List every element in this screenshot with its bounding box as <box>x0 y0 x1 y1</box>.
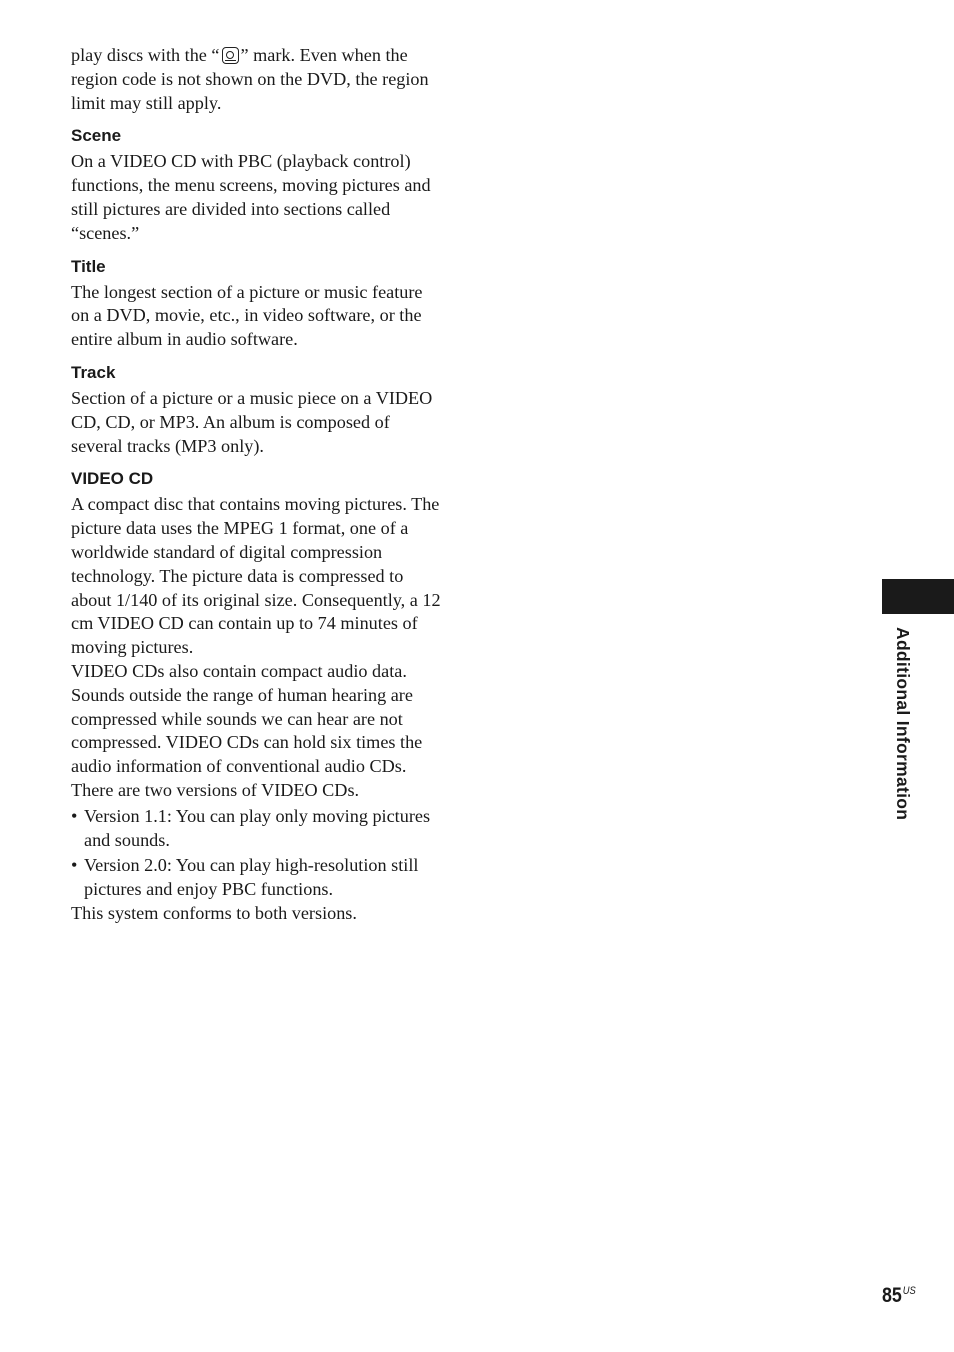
page-number <box>882 1284 916 1308</box>
term-track: Track <box>71 362 116 382</box>
intro-text-start: play discs with the “ <box>71 45 220 65</box>
definition-video-cd-2: VIDEO CDs also contain compact audio data. Sounds outside the range of human hearing are compressed while sounds we can hear are not compressed. VIDEO CDs can hold six times the audio information of conventional audio CDs. <box>71 660 423 777</box>
bullet-item <box>71 805 443 853</box>
glossary-column <box>71 44 443 926</box>
page-number-suffix: US <box>902 1285 916 1297</box>
page-number-value: 85 <box>882 1284 902 1307</box>
closing-paragraph: This system conforms to both versions. <box>71 902 357 923</box>
term-scene: Scene <box>71 126 122 146</box>
definition-scene: On a VIDEO CD with PBC (playback control) functions, the menu screens, moving pictures and still pictures are divided into sections called “scenes.” <box>71 151 431 243</box>
term-title: Title <box>71 256 106 276</box>
definition-title: The longest section of a picture or music feature on a DVD, movie, etc., in video software, or the entire album in audio software. <box>71 281 423 350</box>
region-all-icon <box>222 47 239 64</box>
definition-video-cd-1: A compact disc that contains moving pictures. The picture data uses the MPEG 1 format, one of a worldwide standard of digital compression technology. The picture data is compressed to about 1/140 of its original size. Consequently, a 12 cm VIDEO CD can contain up to 74 minutes of moving pictures. <box>71 494 441 658</box>
bullet-item <box>71 854 443 902</box>
term-video-cd: VIDEO CD <box>71 469 154 489</box>
definition-track: Section of a picture or a music piece on a VIDEO CD, CD, or MP3. An album is composed of several tracks (MP3 only). <box>71 387 433 456</box>
bullet-version-2-0: Version 2.0: You can play high-resolution still pictures and enjoy PBC functions. <box>84 855 419 900</box>
bullet-dot: • <box>71 805 78 826</box>
intro-text-end: ” mark. Even when the region code is not shown on the DVD, the region limit may still apply. <box>71 45 429 113</box>
intro-paragraph <box>71 44 443 115</box>
section-tab-label: Additional Information <box>893 627 913 821</box>
definition-video-cd-3: There are two versions of VIDEO CDs. <box>71 779 360 800</box>
bullet-version-1-1: Version 1.1: You can play only moving pictures and sounds. <box>84 805 431 850</box>
section-tab-marker <box>882 579 954 614</box>
bullet-dot: • <box>71 855 78 876</box>
